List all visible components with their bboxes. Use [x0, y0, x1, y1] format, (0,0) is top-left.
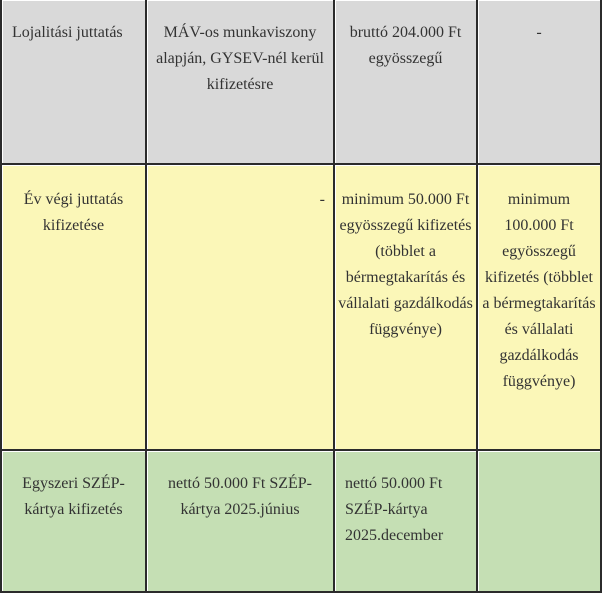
table-cell-benefit-name [1, 164, 146, 450]
cell-text: nettó 50.000 Ft SZÉP-kártya 2025.december [345, 475, 444, 544]
cell-text: - [536, 24, 542, 41]
cell-text: bruttó 204.000 Ft egyösszegű [349, 24, 462, 67]
cell-text: minimum 50.000 Ft egyösszegű kifizetés (többlet a bérmegtakarítás és vállalati gazdálkodás függvénye) [338, 191, 473, 338]
table-row-year-end-benefit [1, 164, 601, 450]
table-cell [146, 164, 334, 450]
table-cell [477, 164, 601, 450]
table-cell-benefit-name [1, 450, 146, 592]
table-cell [146, 0, 334, 164]
cell-text: MÁV-os munkaviszony alapján, GYSEV-nél kerül kifizetésre [156, 24, 324, 93]
table-cell-benefit-name [1, 0, 146, 164]
table-cell [146, 450, 334, 592]
cell-text: Lojalitási juttatás [12, 24, 123, 41]
table-cell [334, 164, 477, 450]
table-row-szep-card-payment [1, 450, 601, 592]
table-cell [477, 0, 601, 164]
cell-text: Év végi juttatás kifizetése [23, 191, 124, 234]
cell-text: minimum 100.000 Ft egyösszegű kifizetés (többlet a bérmegtakarítás és vállalati gazdálkodás függvénye) [482, 191, 596, 390]
table-row-loyalty-benefit [1, 0, 601, 164]
table-cell [334, 450, 477, 592]
table-cell [334, 0, 477, 164]
cell-text: nettó 50.000 Ft SZÉP-kártya 2025.június [167, 475, 312, 518]
cell-text: Egyszeri SZÉP-kártya kifizetés [22, 475, 125, 518]
table-cell [477, 450, 601, 592]
cell-text: - [319, 191, 325, 208]
